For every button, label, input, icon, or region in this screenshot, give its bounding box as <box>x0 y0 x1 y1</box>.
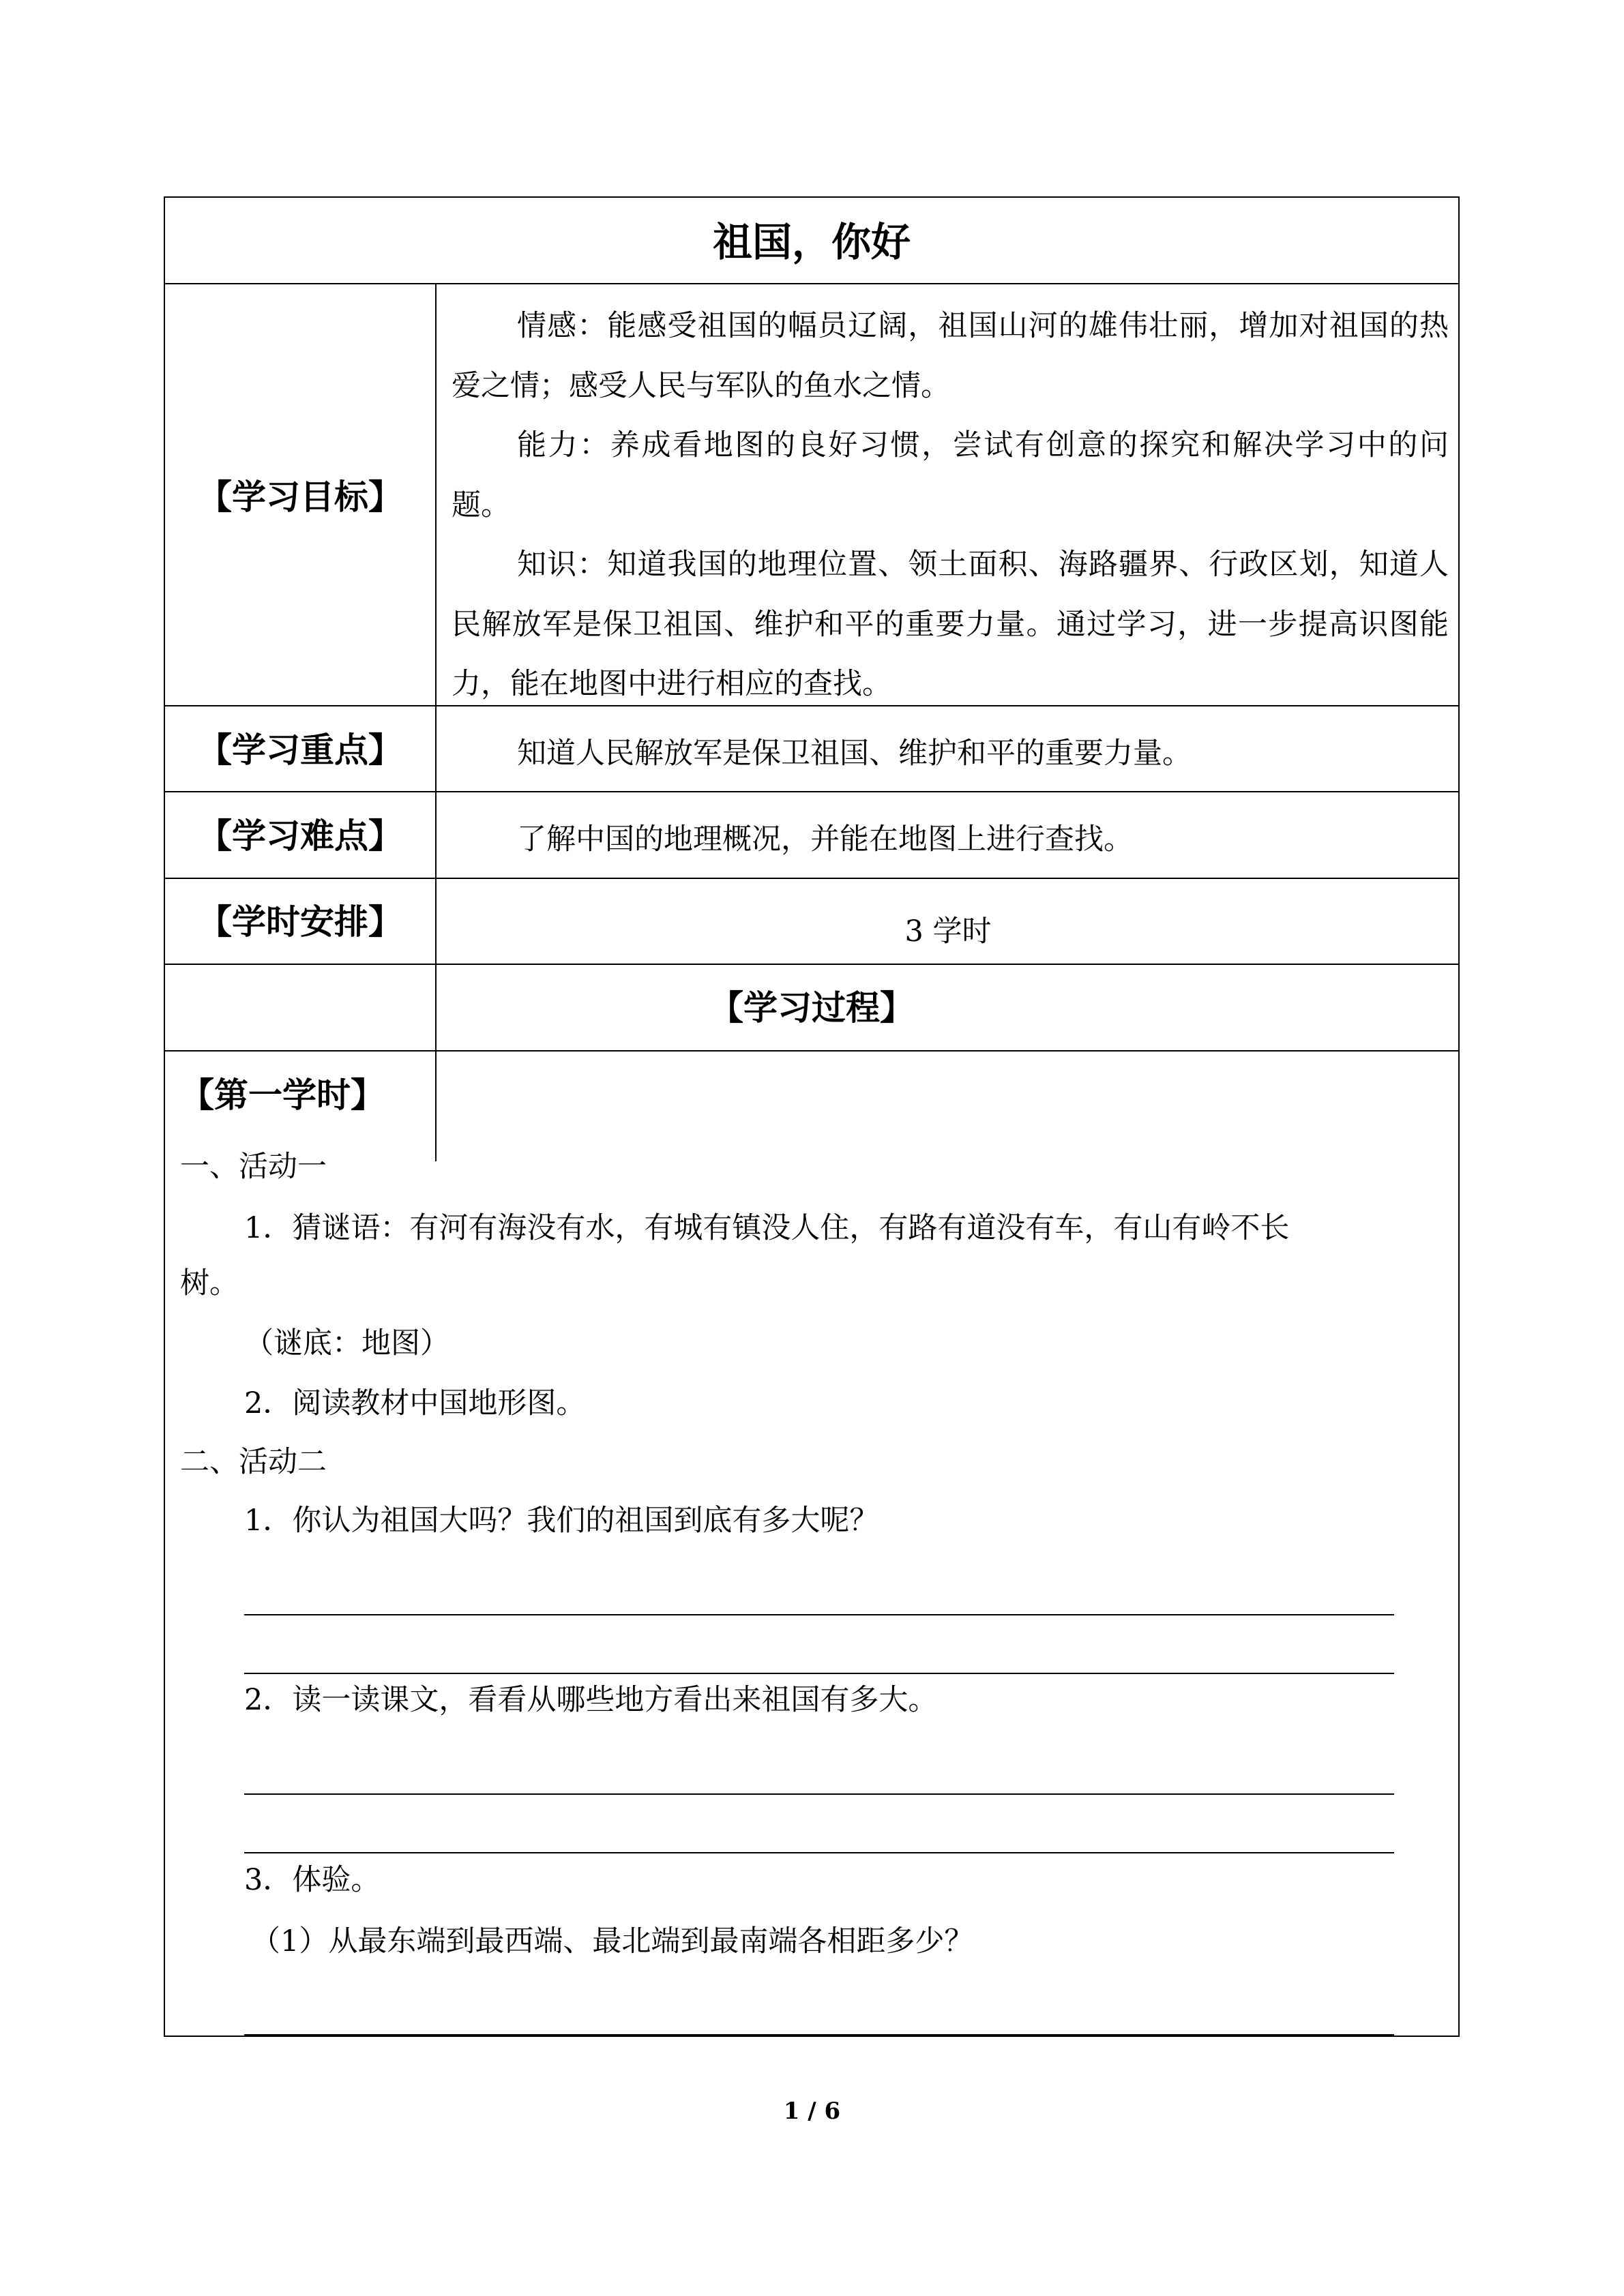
answer-line <box>244 2034 1394 2036</box>
answer-line <box>244 1614 1394 1615</box>
divider <box>165 705 1458 706</box>
activity2-title: 二、活动二 <box>180 1445 327 1479</box>
activity2-question3-sub1: （1）从最东端到最西端、最北端到最南端各相距多少？ <box>251 1924 974 1958</box>
process-heading: 【学习过程】 <box>709 987 914 1028</box>
lesson1-heading: 【第一学时】 <box>180 1075 385 1115</box>
lesson-plan-table <box>164 196 1460 2037</box>
activity1-answer: （谜底：地图） <box>244 1326 449 1360</box>
goals-ability: 能力：养成看地图的良好习惯，尝试有创意的探究和解决学习中的问题。 <box>452 428 1449 522</box>
divider <box>165 1050 1458 1052</box>
goals-emotion: 情感：能感受祖国的幅员辽阔，祖国山河的雄伟壮丽，增加对祖国的热爱之情；感受人民与军队的鱼水之情。 <box>452 309 1449 403</box>
activity1-item1-cont: 树。 <box>180 1266 239 1300</box>
activity1-item1: 1．猜谜语：有河有海没有水，有城有镇没人住，有路有道没有车，有山有岭不长 <box>244 1211 1290 1245</box>
difficulty-content: 了解中国的地理概况，并能在地图上进行查找。 <box>517 822 1133 856</box>
difficulty-label: 【学习难点】 <box>198 816 402 856</box>
goals-knowledge: 知识：知道我国的地理位置、领土面积、海路疆界、行政区划，知道人民解放军是保卫祖国、维护和平的重要力量。通过学习，进一步提高识图能力，能在地图中进行相应的查找。 <box>452 548 1449 701</box>
schedule-content: 3 学时 <box>904 914 992 949</box>
activity1-item2: 2．阅读教材中国地形图。 <box>244 1386 586 1420</box>
activity2-question3: 3．体验。 <box>244 1863 381 1897</box>
goals-label: 【学习目标】 <box>198 477 402 517</box>
divider <box>165 791 1458 792</box>
answer-line <box>244 1673 1394 1674</box>
column-divider <box>435 284 437 1161</box>
divider <box>165 283 1458 284</box>
page-number: 1 / 6 <box>783 2098 841 2125</box>
answer-line <box>244 1852 1394 1853</box>
focus-label: 【学习重点】 <box>198 730 402 770</box>
focus-content: 知道人民解放军是保卫祖国、维护和平的重要力量。 <box>517 736 1192 771</box>
activity2-question1: 1．你认为祖国大吗？我们的祖国到底有多大呢？ <box>244 1504 879 1538</box>
activity1-title: 一、活动一 <box>180 1150 327 1184</box>
divider <box>165 878 1458 879</box>
page-title: 祖国，你好 <box>712 219 911 265</box>
answer-line <box>244 1793 1394 1795</box>
schedule-label: 【学时安排】 <box>198 901 402 942</box>
activity2-question2: 2．读一读课文，看看从哪些地方看出来祖国有多大。 <box>244 1683 938 1717</box>
divider <box>165 964 1458 965</box>
